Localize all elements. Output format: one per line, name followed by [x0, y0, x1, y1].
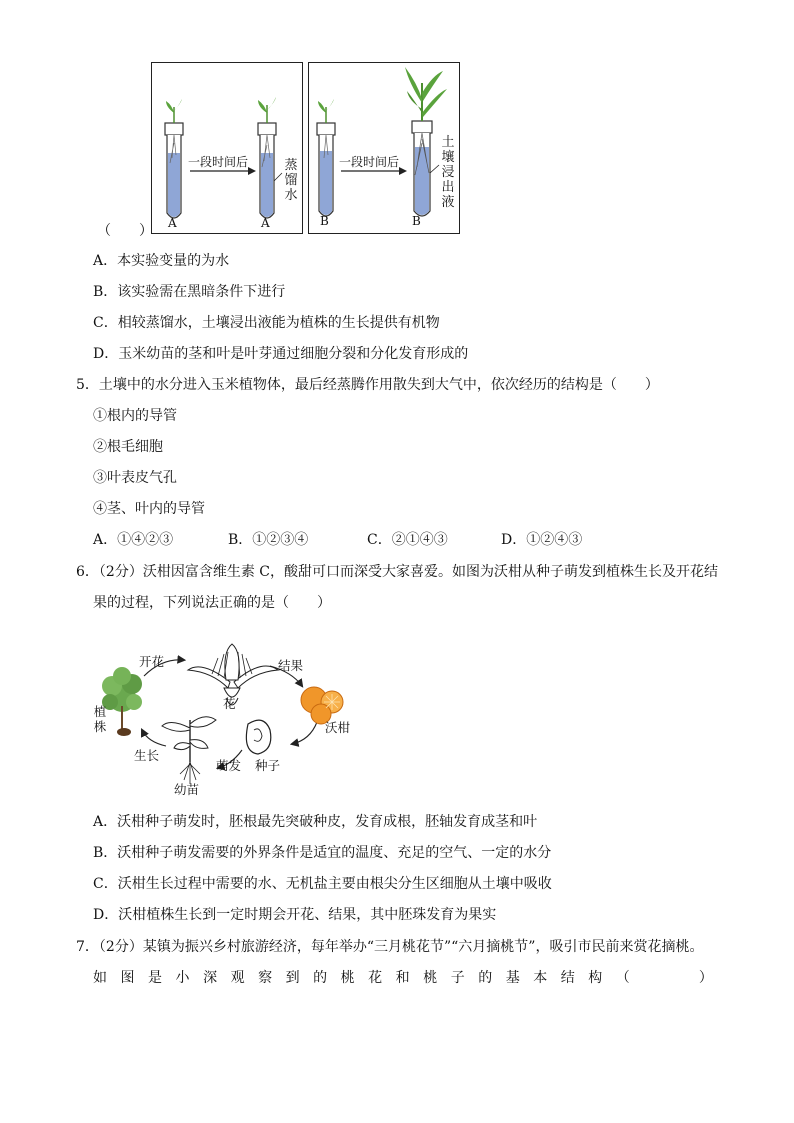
q6-option-b: B．沃柑种子萌发需要的外界条件是适宜的温度、充足的空气、一定的水分: [93, 845, 552, 861]
experiment-figure-left-panel: [151, 62, 303, 234]
label-mengfa: 萌发: [216, 758, 242, 773]
q7-char: 深: [203, 970, 218, 986]
label-zhongzi: 种子: [255, 758, 281, 773]
q7-char: 小: [175, 970, 190, 986]
q7-char: 桃: [340, 970, 355, 986]
q5-option-a: A．①④②③: [93, 532, 174, 548]
label-hua: 花: [223, 696, 236, 711]
right-arrow-text: 一段时间后: [339, 155, 400, 169]
distilled-water-label: 蒸馏水: [284, 158, 298, 203]
label-wogan: 沃柑: [325, 720, 351, 735]
q7-char: （: [615, 970, 630, 986]
tube-a-diagram: [152, 63, 302, 233]
q7-char: 本: [533, 970, 548, 986]
q5-item-2: ②根毛细胞: [93, 439, 163, 455]
experiment-figure-right-panel: [308, 62, 460, 234]
q7-char: 的: [313, 970, 328, 986]
q7-char: 基: [505, 970, 520, 986]
q7-char: 是: [148, 970, 163, 986]
tube-label-b1: B: [320, 214, 329, 228]
tube-b-diagram: [309, 63, 459, 233]
q7-char: 图: [120, 970, 135, 986]
tube-label-a2: A: [261, 216, 270, 230]
seedling-drawing: [162, 717, 216, 784]
q7-char: 观: [230, 970, 245, 986]
q6-option-c: C．沃柑生长过程中需要的水、无机盐主要由根尖分生区细胞从土壤中吸收: [93, 876, 552, 892]
soil-extract-label: 土壤浸出液: [441, 135, 455, 210]
tube-label-a1: A: [168, 216, 177, 230]
q7-char: 子: [450, 970, 465, 986]
q4-option-d: D．玉米幼苗的茎和叶是叶芽通过细胞分裂和分化发育形成的: [93, 346, 469, 362]
q7-char: [643, 969, 685, 987]
tube-label-b2: B: [412, 214, 421, 228]
q6-stem-line2: 果的过程，下列说法正确的是（ ）: [93, 595, 331, 611]
q7-char: 如: [93, 970, 107, 986]
left-arrow-text: 一段时间后: [188, 155, 249, 169]
q5-item-4: ④茎、叶内的导管: [93, 501, 205, 517]
orange-life-cycle-figure: [92, 640, 372, 800]
q7-char: 花: [368, 970, 383, 986]
q7-stem-line1: 7．（2分）某镇为振兴乡村旅游经济，每年举办“三月桃花节”“六月摘桃节”，吸引市民前来赏花摘桃。: [76, 939, 704, 955]
q7-char: ）: [698, 970, 713, 986]
q5-item-1: ①根内的导管: [93, 408, 177, 424]
q7-char: 结: [560, 970, 575, 986]
q7-char: 构: [588, 970, 603, 986]
q7-char: 和: [395, 970, 410, 986]
q4-option-a: A．本实验变量的为水: [93, 253, 230, 269]
label-kaihua: 开花: [139, 654, 165, 669]
q7-char: 到: [285, 970, 300, 986]
q6-stem-line1: 6．（2分）沃柑因富含维生素 C，酸甜可口而深受大家喜爱。如图为沃柑从种子萌发到植株生长及开花结: [76, 564, 718, 580]
q5-option-c: C．②①④③: [367, 532, 448, 548]
q5-option-b: B．①②③④: [228, 532, 309, 548]
q7-char: 桃: [423, 970, 438, 986]
q4-option-b: B．该实验需在黑暗条件下进行: [93, 284, 286, 300]
q7-char: 察: [258, 970, 273, 986]
q5-option-d: D．①②④③: [501, 532, 583, 548]
seed-drawing: [246, 720, 270, 754]
label-youmiao: 幼苗: [174, 782, 200, 797]
q5-stem: 5．土壤中的水分进入玉米植物体，最后经蒸腾作用散失到大气中，依次经历的结构是（ ）: [76, 377, 659, 393]
label-jieguo: 结果: [278, 658, 304, 673]
q6-option-d: D．沃柑植株生长到一定时期会开花、结果，其中胚珠发育为果实: [93, 907, 497, 923]
q6-option-a: A．沃柑种子萌发时，胚根最先突破种皮，发育成根，胚轴发育成茎和叶: [93, 814, 538, 830]
q4-option-c: C．相较蒸馏水，土壤浸出液能为植株的生长提供有机物: [93, 315, 440, 331]
label-shengzhang: 生长: [134, 748, 160, 763]
q5-item-3: ③叶表皮气孔: [93, 470, 177, 486]
q7-stem-line2: [93, 969, 713, 987]
q4-answer-paren: （ ）: [97, 223, 153, 239]
tree-drawing: [102, 667, 142, 736]
q7-char: 的: [478, 970, 493, 986]
label-zhizhu: 植株: [93, 704, 107, 734]
